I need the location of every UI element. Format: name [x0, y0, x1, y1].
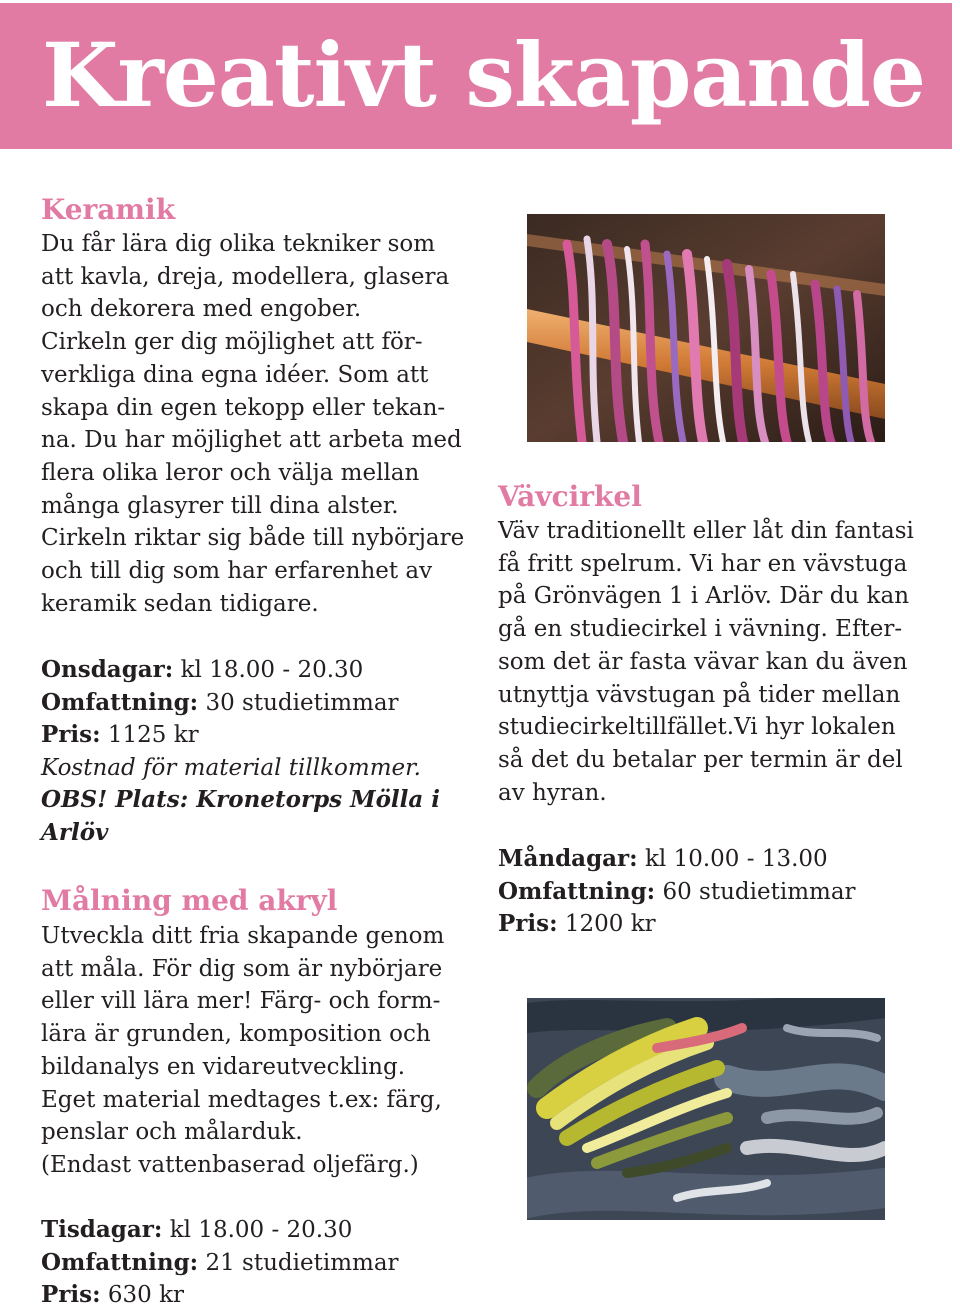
acrylic-painting-photo [527, 998, 885, 1220]
keramik-body-line: flera olika leror och välja mellan [41, 459, 420, 486]
vavcirkel-price: Pris: 1200 kr [498, 910, 656, 937]
malning-heading: Målning med akryl [41, 884, 338, 917]
keramik-body-line: och till dig som har erfarenhet av [41, 558, 433, 585]
keramik-day: Onsdagar: kl 18.00 - 20.30 [41, 656, 364, 683]
keramik-body-line: Du får lära dig olika tekniker som [41, 231, 436, 257]
vavcirkel-body-line: få fritt spelrum. Vi har en vävstuga [498, 550, 908, 577]
malning-body [41, 920, 444, 1182]
keramik-body-line: na. Du har möjlighet att arbeta med [41, 427, 462, 454]
malning-body-line: (Endast vattenbaserad oljefärg.) [41, 1151, 419, 1178]
malning-day: Tisdagar: kl 18.00 - 20.30 [41, 1216, 353, 1243]
keramik-body-line: och dekorera med engober. [41, 296, 362, 323]
malning-scope: Omfattning: 21 studietimmar [41, 1248, 399, 1276]
malning-body-line: eller vill lära mer! Färg- och form- [41, 988, 441, 1015]
keramik-body [41, 228, 464, 620]
keramik-body-line: att kavla, dreja, modellera, glasera [41, 263, 450, 290]
vavcirkel-facts [498, 843, 856, 941]
vavcirkel-body-line: så det du betalar per termin är del [498, 746, 903, 773]
vavcirkel-body-line: som det är fasta vävar kan du även [498, 648, 908, 675]
title-banner [0, 3, 952, 149]
keramik-body-line: Cirkeln riktar sig både till nybörjare [41, 525, 465, 552]
keramik-scope: Omfattning: 30 studietimmar [41, 688, 399, 716]
keramik-body-line: keramik sedan tidigare. [41, 590, 319, 617]
keramik-body-line: många glasyrer till dina alster. [41, 492, 399, 519]
vavcirkel-body-line: av hyran. [498, 779, 607, 806]
malning-body-line: lära är grunden, komposition och [41, 1021, 431, 1048]
malning-facts [41, 1214, 399, 1312]
keramik-body-line: Cirkeln ger dig möjlighet att för- [41, 329, 423, 356]
vavcirkel-day: Måndagar: kl 10.00 - 13.00 [498, 845, 828, 872]
vavcirkel-body-line: gå en studiecirkel i vävning. Efter- [498, 616, 903, 643]
malning-body-line: att måla. För dig som är nybörjare [41, 955, 443, 982]
malning-price: Pris: 630 kr [41, 1281, 185, 1308]
malning-body-line: penslar och målarduk. [41, 1119, 303, 1146]
keramik-body-line: verkliga dina egna idéer. Som att [41, 361, 429, 388]
keramik-price: Pris: 1125 kr [41, 721, 199, 748]
malning-body-line: Utveckla ditt fria skapande genom [41, 923, 445, 949]
weaving-yarn-photo [527, 214, 885, 442]
keramik-heading: Keramik [41, 193, 176, 226]
vavcirkel-heading: Vävcirkel [498, 480, 642, 513]
keramik-location-note: Arlöv [41, 818, 109, 846]
keramik-facts [41, 654, 440, 849]
vavcirkel-scope: Omfattning: 60 studietimmar [498, 877, 856, 905]
keramik-material-note: Kostnad för material tillkommer. [41, 754, 421, 781]
vavcirkel-body-line: Väv traditionellt eller låt din fantasi [498, 518, 914, 544]
keramik-location-note: OBS! Plats: Kronetorps Mölla i [41, 786, 441, 813]
vavcirkel-body-line: utnyttja vävstugan på tider mellan [498, 681, 901, 708]
page-title: Kreativt skapande [42, 23, 925, 127]
vavcirkel-body [498, 515, 914, 809]
vavcirkel-body-line: på Grönvägen 1 i Arlöv. Där du kan [498, 583, 910, 610]
vavcirkel-body-line: studiecirkeltillfället.Vi hyr lokalen [498, 714, 896, 741]
malning-body-line: bildanalys en vidareutveckling. [41, 1053, 406, 1080]
keramik-body-line: skapa din egen tekopp eller tekan- [41, 394, 446, 421]
malning-body-line: Eget material medtages t.ex: färg, [41, 1086, 442, 1113]
